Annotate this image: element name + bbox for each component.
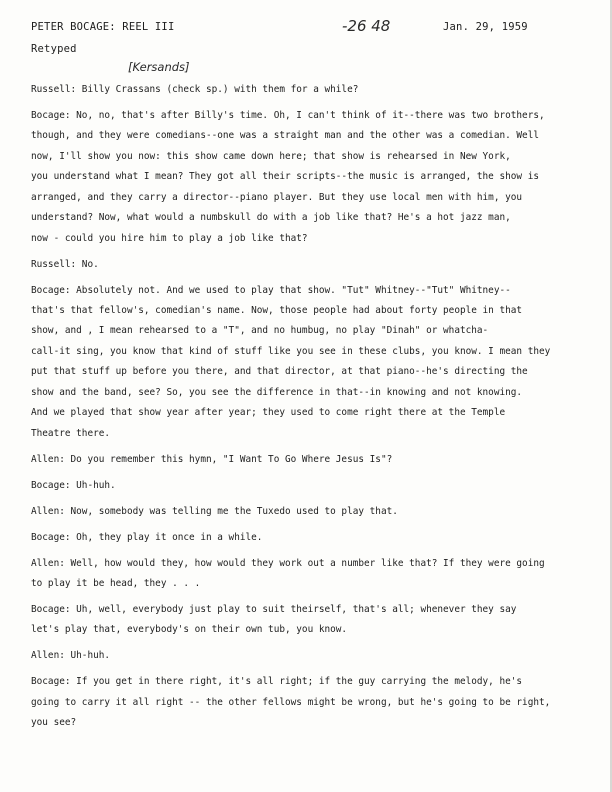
transcript-line: Russell: No. [31,258,99,270]
transcript-line: Bocage: Uh, well, everybody just play to suit theirself, that's all; whenever they say [31,603,517,615]
transcript-line: put that stuff up before you there, and that director, at that piano--he's directing the [31,366,528,378]
transcript-line: Bocage: No, no, that's after Billy's time. Oh, I can't think of it--there was two brothers, [31,109,545,121]
transcript-line: Russell: Billy Crassans (check sp.) with them for a while? [31,84,359,95]
transcript-line: that's that fellow's, comedian's name. Now, those people had about forty people in that [31,305,523,317]
transcript-line: you understand what I mean? They got all their scripts--the music is arranged, the show is [31,171,539,183]
transcript-line: Allen: Now, somebody was telling me the Tuxedo used to play that. [31,505,398,517]
transcript-line: arranged, and they carry a director--piano player. But they use local men with him, you [31,191,523,203]
transcript-line: show and the band, see? So, you see the difference in that--in knowing and not knowing. [31,386,523,398]
transcript-line: Theatre there. [31,427,111,439]
transcript-line: show, and , I mean rehearsed to a "T", and no humbug, no play "Dinah" or whatcha- [31,325,489,337]
transcript-line: now - could you hire him to play a job like that? [31,232,308,244]
transcript-line: understand? Now, what would a numbskull do with a job like that? He's a hot jazz man, [31,212,511,224]
transcript-line: let's play that, everybody's on their own tub, you know. [31,624,348,636]
transcript-line: to play it be head, they . . . [31,577,201,589]
handwritten-annotation: [Kersands] [128,60,190,74]
transcript-paragraph [31,476,599,496]
retyped-note: Retyped [31,43,77,55]
transcript-paragraph [31,646,599,666]
transcript-paragraph [31,528,599,548]
transcript-paragraph [31,450,599,470]
transcript-line: call-it sing, you know that kind of stuff like you see in these clubs, you know. I mean they [31,345,551,357]
transcript-line: Bocage: Absolutely not. And we used to play that show. "Tut" Whitney--"Tut" Whitney-- [31,284,511,296]
transcript-line: though, and they were comedians--one was a straight man and the other was a comedian. Well [31,130,539,142]
handwritten-page-mark: -26 48 [342,17,391,35]
transcript-line: Allen: Uh-huh. [31,650,111,662]
transcript-line: Bocage: Oh, they play it once in a while. [31,531,263,543]
transcript-paragraph [31,255,599,275]
transcript-paragraph [31,80,599,100]
transcript-paragraph [31,600,599,641]
transcript-line: going to carry it all right -- the other fellows might be wrong, but he's going to be right, [31,696,551,708]
transcript-paragraph [31,281,599,445]
transcript-line: Allen: Do you remember this hymn, "I Want To Go Where Jesus Is"? [31,453,393,465]
transcript-line: now, I'll show you now: this show came down here; that show is rehearsed in New York, [31,150,511,162]
transcript-paragraph [31,502,599,522]
transcript-line: And we played that show year after year; they used to come right there at the Temple [31,407,506,419]
transcript-paragraph [31,672,599,733]
speaker-reel-header: PETER BOCAGE: REEL III [31,21,175,33]
transcript-body [31,80,599,739]
transcript-paragraph [31,106,599,249]
transcript-line: Bocage: Uh-huh. [31,479,116,491]
transcript-line: Bocage: If you get in there right, it's all right; if the guy carrying the melody, he's [31,676,523,688]
transcript-paragraph [31,554,599,595]
transcript-line: you see? [31,717,77,729]
date-header: Jan. 29, 1959 [443,21,528,33]
transcript-line: Allen: Well, how would they, how would they work out a number like that? If they were going [31,557,545,569]
